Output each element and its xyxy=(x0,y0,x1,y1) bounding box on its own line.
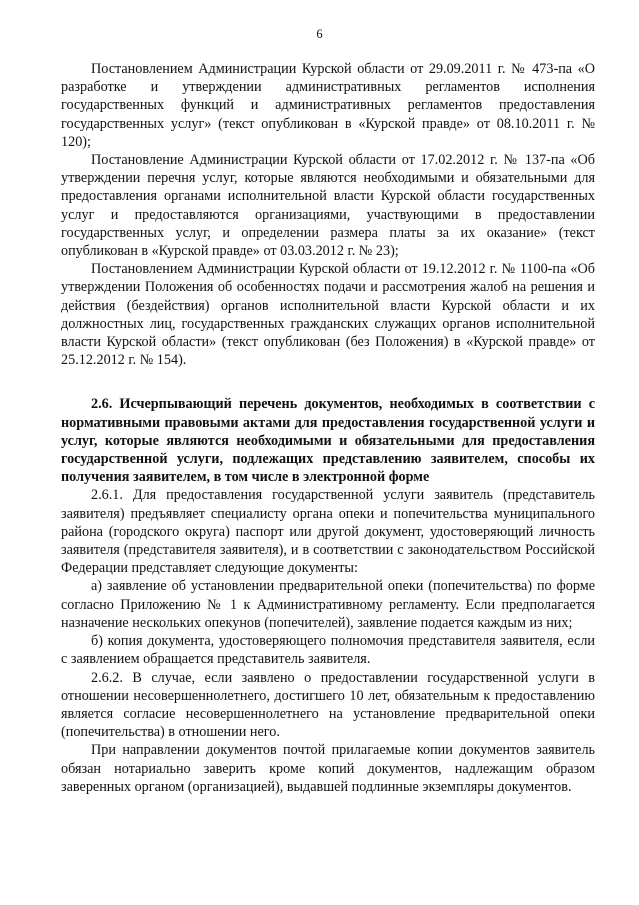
list-item-a: а) заявление об установлении предварительной опеки (попечительства) по форме согласно Приложению № 1 к Административному регламенту. Если предполагается назначение нескольких опекунов (попечителей), заявление подается каждым из них; xyxy=(61,578,595,631)
paragraph-postal-submission: При направлении документов почтой прилагаемые копии документов заявитель обязан нотариально заверить кроме копий документов, надлежащим образом заверенных органом (организацией), выдавшей подлинные экземпляры документов. xyxy=(61,742,595,795)
paragraph-resolution-137: Постановление Администрации Курской области от 17.02.2012 г. № 137-па «Об утверждении перечня услуг, которые являются необходимыми и обязательными для предоставления органами исполнительной власти Курской области государственных услуг и предоставляются организациями, участвующими в предоставлении государственных услуг, и определении размера платы за их оказание» (текст опубликован в «Курской правде» от 03.03.2012 г. № 23); xyxy=(61,152,595,260)
page-number: 6 xyxy=(316,27,323,41)
page-content xyxy=(61,60,595,796)
paragraph-resolution-1100: Постановлением Администрации Курской области от 19.12.2012 г. № 1100-па «Об утверждении Положения об особенностях подачи и рассмотрения жалоб на решения и действия (бездействия) органов исполнительной власти Курской области и их должностных лиц, государственных гражданских служащих органов исполнительной власти Курской области» (текст опубликован (без Положения) в «Курской правде» от 25.12.2012 г. № 154). xyxy=(61,261,595,369)
paragraph-2-6-1: 2.6.1. Для предоставления государственной услуги заявитель (представитель заявителя) предъявляет специалисту органа опеки и попечительства муниципального района (городского округа) паспорт или другой документ, удостоверяющий личность заявителя (представителя заявителя), и в соответствии с законодательством Российской Федерации представляет следующие документы: xyxy=(61,487,595,577)
paragraph-2-6-2: 2.6.2. В случае, если заявлено о предоставлении государственной услуги в отношении несовершеннолетнего, достигшего 10 лет, обязательным к предоставлению является согласие несовершеннолетнего на установление предварительной опеки (попечительства) в отношении него. xyxy=(61,669,595,741)
section-spacer xyxy=(61,369,595,395)
paragraph-resolution-473: Постановлением Администрации Курской области от 29.09.2011 г. № 473-па «О разработке и утверждении административных регламентов исполнения государственных функций и административных регламентов предоставления государственных услуг» (текст опубликован в «Курской правде» от 08.10.2011 г. № 120); xyxy=(61,61,595,150)
section-heading-2-6: 2.6. Исчерпывающий перечень документов, необходимых в соответствии с нормативными правовыми актами для предоставления государственной услуги и услуг, которые являются необходимыми и обязательными для предоставления государственной услуги, подлежащих представлению заявителем, способы их получения заявителем, в том числе в электронной форме xyxy=(61,396,595,486)
list-item-b: б) копия документа, удостоверяющего полномочия представителя заявителя, если с заявлением обращается представитель заявителя. xyxy=(61,633,595,668)
